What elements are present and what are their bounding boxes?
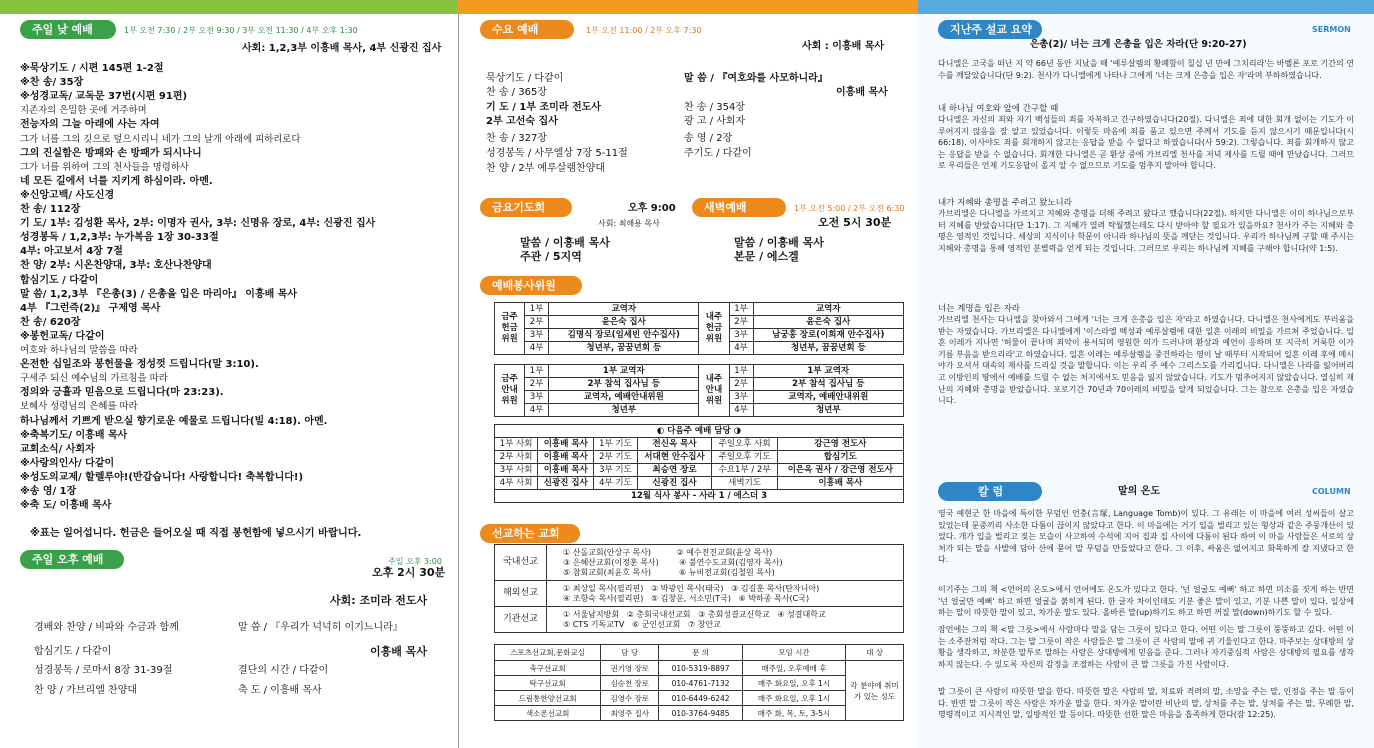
next-week-cell: 신광진 집사 xyxy=(538,477,594,490)
partner-cell: 010-5319-8897 xyxy=(659,661,743,676)
column-paragraph: 잠언에는 그의 책 <말 그릇>에서 사람마다 말을 담는 그릇이 있다고 한다. 어떤 이는 말 그릇이 뚱뚱하고 깊다. 어떤 이는 소주잔처럼 작다. 그는 말 그릇이 작은 사람들은 말 그릇이 큰 사람의 말에 귀 기울인다고 한다. 마주보는 상대방의 상황을 생각하고, 차분한 말투로 말하는 사람은 상대방에게 믿음을 준다. 그러나 자기중심적 사람은 상대방의 필요를 생각하지 않는다. 수 있도록 자신의 감정을 조절하는 사람이 큰 말 그릇을 가진 사람이다. xyxy=(938,625,1354,669)
friday-prayer-title: 금요기도회 xyxy=(480,198,572,217)
sermon-section-heading: 내가 지혜와 총명을 주려고 왔노니라 xyxy=(938,198,1072,208)
committee-label: 내주 헌금 위원 xyxy=(699,303,729,355)
afternoon-right: 이흥배 목사 xyxy=(370,645,427,658)
committee-cell: 2부 xyxy=(729,378,753,391)
committee-cell: 청년부 xyxy=(549,404,699,417)
mission-group-lines: ① 서울남지방회 ② 총회국내선교회 ③ 총회성결교신학교 ④ 성결대학교 ⑤ CTS 기독교TV ⑥ 군인선교회 ⑦ 창안교 xyxy=(547,607,904,633)
partner-cell: 010-6449-6242 xyxy=(659,691,743,706)
committee-cell: 청년부, 꿈꿈년회 등 xyxy=(549,342,699,355)
wed-left-line: 찬 양 / 2부 예루살렘찬양대 xyxy=(486,163,606,174)
committee-cell: 2부 참석 집사님 등 xyxy=(753,378,903,391)
morning-worship-title: 주일 낮 예배 xyxy=(20,20,116,39)
mission-group-label: 해외선교 xyxy=(495,581,547,607)
next-week-cell: 신광진 집사 xyxy=(637,477,712,490)
wednesday-presider: 사회 : 이흥배 목사 xyxy=(802,41,885,52)
friday-presider: 사회: 최해용 목사 xyxy=(598,219,660,228)
column-title: 칼 럼 xyxy=(938,482,1042,501)
next-week-cell: 1부 기도 xyxy=(594,438,637,451)
afternoon-right: 결단의 시간 / 다같이 xyxy=(238,665,329,676)
order-line: 하나님께서 기쁘게 받으실 향기로운 예물로 드립니다(빌 4:18). 아멘. xyxy=(20,415,328,427)
wed-right-line: 주기도 / 다같이 xyxy=(684,148,752,159)
committee-cell: 교역자 xyxy=(753,303,903,316)
order-line: ※축복기도/ 이흥배 목사 xyxy=(20,429,128,441)
partner-header-cell: 대 상 xyxy=(846,645,904,661)
next-week-cell: 합심기도 xyxy=(777,451,903,464)
order-line: 보혜사 성령님의 은혜를 따라 xyxy=(20,401,138,413)
order-line: 합심기도 / 다같이 xyxy=(20,274,99,286)
committee-cell: 청년부 xyxy=(753,404,903,417)
committee-cell: 3부 xyxy=(525,391,549,404)
wed-right-line: 찬 송 / 354장 xyxy=(684,102,745,113)
order-line: 교회소식/ 사회자 xyxy=(20,443,95,455)
order-line: 정의와 긍휼과 믿음으로 드립니다(마 23:23). xyxy=(20,387,224,399)
afternoon-right: 말 씀 / 『우리가 넉넉히 이기느니라』 xyxy=(238,622,403,633)
afternoon-time: 오후 2시 30분 xyxy=(372,566,446,579)
partner-cell: 매주일, 오후예배 후 xyxy=(742,661,845,676)
next-week-cell: 1부 사회 xyxy=(495,438,538,451)
afternoon-presider: 사회: 조미라 전도사 xyxy=(330,594,428,607)
next-week-cell: 주일오후 기도 xyxy=(712,451,777,464)
committee-cell: 4부 xyxy=(525,404,549,417)
partner-groups xyxy=(494,644,904,721)
order-line: 찬 송/ 620장 xyxy=(20,316,81,328)
partner-cell: 심승천 장로 xyxy=(601,676,659,691)
order-line: 그가 너를 위하여 그의 천사들을 명령하사 xyxy=(20,161,189,173)
partner-cell: 탁구선교회 xyxy=(495,676,601,691)
next-week-cell: 전신옥 목사 xyxy=(637,438,712,451)
order-line: 성경봉독 / 1,2,3부: 누가복음 1장 30-33절 xyxy=(20,232,219,244)
next-week-table xyxy=(494,424,904,503)
column-paragraph: 영국 예현군 한 마을에 특이한 무덤인 언충(言塚, Language Tomb)이 있다. 그 유래는 이 마을에 여러 성씨들이 살고 있었는데 문중끼리 사소한 다툼이 끊이지 않았다고 한다. 이 마을에는 거기 입을 벌리고 있는 형상과 같은 주둥개산이 있었다. 개가 입을 벌리고 짖는 모습이 사고하여 수석에 지어 집과 집 사이에 다툼이 된다 하여 이 마을 사람들은 서로의 상처가 되는 말을 사발에 담아 산에 묻어 말 무덤을 만들었다고 한다. 그 이후, 싸움은 없어지고 화목하게 잘 지냈다고 한다. xyxy=(938,509,1354,565)
order-line: 네 모든 길에서 너를 지키게 하심이라. 아멘. xyxy=(20,175,213,187)
partner-cell: 권기영 장로 xyxy=(601,661,659,676)
next-week-cell: 3부 사회 xyxy=(495,464,538,477)
wed-left-line: 찬 송 / 365장 xyxy=(486,87,547,98)
committee-label: 내주 안내 위원 xyxy=(699,365,729,417)
committee-cell: 2부 xyxy=(525,316,549,329)
next-week-cell: 이흥배 목사 xyxy=(538,451,594,464)
order-line: 말 씀/ 1,2,3부 『은총(3) / 은총을 입은 마리아』 이흥배 목사 xyxy=(20,288,298,300)
committee-cell: 교역자 xyxy=(549,303,699,316)
mission-group-lines: ① 산돌교회(안상구 목사) ② 예수전진교회(윤상 목사) ③ 은혜산교회(이정훈 목사) ④ 불연수도교회(김영자 목사) ⑤ 참회교회(최윤호 목사) ⑥ 뉴비전교회(김철원 목사) xyxy=(547,545,904,581)
partner-cell: 010-4761-7132 xyxy=(659,676,743,691)
dawn-line-2: 본문 / 에스겔 xyxy=(734,250,799,263)
order-line: 지존자의 은밀한 곳에 거주하며 xyxy=(20,105,147,117)
partner-target: 각 분야에 취미가 있는 성도 xyxy=(846,661,904,721)
friday-time: 오후 9:00 xyxy=(628,203,676,214)
order-line: ※묵상기도 / 시편 145편 1-2절 xyxy=(20,63,164,74)
afternoon-left: 합심기도 / 다같이 xyxy=(34,646,112,657)
committee-table xyxy=(494,302,904,355)
next-week-cell: 이흥배 목사 xyxy=(538,438,594,451)
afternoon-worship-title: 주일 오후 예배 xyxy=(20,550,124,569)
partner-cell: 드림통한양선교회 xyxy=(495,691,601,706)
order-line: 4부: 아고보서 4장 7절 xyxy=(20,246,123,258)
mission-group-label: 기관선교 xyxy=(495,607,547,633)
sermon-section-body: 다니엘은 자신의 죄와 자기 백성들의 죄를 자복하고 간구하였습니다(20절). 다니엘은 죄에 대한 회개 없이는 기도가 이루어지지 않음을 잘 알고 있었습니다. 이렇듯 마음에 죄를 품고 있으면 주께서 기도를 듣지 않으시기 때문입니다(시 66:18). 이사야도 죄를 회개하지 않고는 응답을 받을 수 없다고 하였습니다(사 59:2). 그렇습니다. 죄를 회개하지 않고는 응답을 받을 수 없습니다. 회개한 다니엘은 곧 환상 중에 가브리엘 천사를 저녁 제사를 드릴 때에 만났습니다. 그러므로 우리들은 언제 기도응답이 올지 알 수 없으므로 기도를 멈추지 말아야 합니다. xyxy=(938,115,1354,171)
order-line: ※봉헌교독/ 다같이 xyxy=(20,330,105,342)
committee-cell: 3부 xyxy=(729,329,753,342)
wed-left-line: 묵상기도 / 다같이 xyxy=(486,73,564,84)
partner-header-cell: 모임 시간 xyxy=(742,645,845,661)
wednesday-worship-title: 수요 예배 xyxy=(480,20,574,39)
wed-right-line: 송 영 / 2장 xyxy=(684,133,733,144)
column-weekday-worship xyxy=(458,0,918,748)
wed-right-line: 이흥배 목사 xyxy=(836,87,888,98)
wed-right-line: 말 씀 / 『여호와를 사모하니라』 xyxy=(684,73,828,84)
order-line: ※송 영/ 1장 xyxy=(20,486,77,497)
mission-groups xyxy=(494,544,904,633)
column-subtitle: 말의 온도 xyxy=(1118,486,1161,497)
afternoon-left: 성경봉독 / 로마서 8장 31-39절 xyxy=(34,665,173,676)
partner-header-cell: 담 당 xyxy=(601,645,659,661)
friday-line-2: 주관 / 5지역 xyxy=(520,250,582,263)
partner-header-cell: 문 의 xyxy=(659,645,743,661)
order-line: 온전한 십일조와 봉헌물을 정성껏 드립니다(말 3:10). xyxy=(20,359,259,371)
committee-cell: 남궁홍 장로(이희재 안수집사) xyxy=(753,329,903,342)
partner-cell: 김영수 장로 xyxy=(601,691,659,706)
committee-cell: 4부 xyxy=(525,342,549,355)
offering-note: ※표는 일어섭니다. 헌금은 들어오실 때 직접 봉헌함에 넣으시기 바랍니다. xyxy=(30,528,362,539)
mission-group-lines: ① 최상일 목사(필리핀) ② 박광인 목사(태국) ③ 김길훈 목사(탄자니아) ④ 조항숙 목사(필리핀) ⑤ 김창운, 서소민(T국) ⑥ 박하종 목사(C국) xyxy=(547,581,904,607)
meal-service-footer: 12월 식사 봉사 - 사라 1 / 에스더 3 xyxy=(495,490,904,503)
next-week-cell: 강근영 전도사 xyxy=(777,438,903,451)
next-week-cell: 2부 사회 xyxy=(495,451,538,464)
committee-cell: 윤은숙 집사 xyxy=(753,316,903,329)
friday-line-1: 말씀 / 이흥배 목사 xyxy=(520,236,610,249)
next-week-cell: 4부 기도 xyxy=(594,477,637,490)
committee-cell: 3부 xyxy=(525,329,549,342)
morning-worship-times: 1부 오전 7:30 / 2부 오전 9:30 / 3부 오전 11:30 / 4부 오후 1:30 xyxy=(124,26,358,35)
committee-cell: 청년부, 꿈꿈년회 등 xyxy=(753,342,903,355)
column-paragraph: 이기주는 그의 책 <언어의 온도>에서 언어에도 온도가 있다고 한다. '넌 얼굴도 예뻐' 하고 하면 미소를 짓게 하는 반면 '넌 얼굴만 예뻐' 하고 하면 얼굴을 붉히게 된다. 한 글자 차이인데도 기분 좋은 말이 있고, 기분 나쁜 말이 있다. 일상에 하는 말이 따뜻한 말이 있고, 차가운 말도 있다. 올바른 말(up)하기도 하고 하면 꺼질 말(down)하기도 할 수 있다. xyxy=(938,585,1354,618)
mission-title: 선교하는 교회 xyxy=(480,524,580,543)
committee-cell: 2부 참석 집사님 등 xyxy=(549,378,699,391)
next-week-cell: 최승연 장로 xyxy=(637,464,712,477)
sermon-intro: 다니엘은 고국을 떠난 지 약 66년 동안 지났을 때 '예루살렘의 황폐함이 칠십 년 만에 그치리라'는 바벨론 포로 기간의 연수를 깨달았습니다(단 9:2). 천사가 다니엘에게 나타나 그에게 '너는 크게 은총을 입은 자'라며 부하하였습니다. xyxy=(938,59,1354,80)
committee-cell: 김명식 장로(임세빈 안수집사) xyxy=(549,329,699,342)
order-line: 여호와 하나님의 말씀을 따라 xyxy=(20,345,138,356)
committee-cell: 윤은숙 집사 xyxy=(549,316,699,329)
afternoon-right: 축 도 / 이흥배 목사 xyxy=(238,685,322,696)
dawn-times: 1부 오전 5:00 / 2부 오전 6:30 xyxy=(794,204,905,213)
order-line: 찬 송/ 112장 xyxy=(20,204,81,215)
sermon-title: 지난주 설교 요약 xyxy=(938,20,1042,39)
order-line: 그가 너를 그의 깃으로 덮으시리니 네가 그의 날개 아래에 피하리로다 xyxy=(20,133,301,145)
dawn-worship-title: 새벽예배 xyxy=(692,198,786,217)
committee-cell: 1부 xyxy=(729,365,753,378)
sermon-section-body: 가브리엘 천사는 다니엘을 찾아와서 그에게 '너는 크게 은총을 입은 자'라고 하였습니다. 다니엘은 천사에게도 부러움을 받는 자였습니다. 가브리엘은 다니엘에게 '이스라엘 백성과 예루살렘에 대한 일흔 이레의 비밀을 가르쳐 주었습니다. 일흔 이레가 지나면 '허물이 끝나며 죄악이 용서되며 영원한 의가 드러나며 환상과 예언이 응하며 또 지극히 거룩한 이가 기름 부음을 받으리라'고 하였습니다. 일흔 이레는 예루살렘을 중건하라는 영이 날 때부터 시작되어 일흔 이레 후에 메시야가 오셔서 대속의 제사를 드리실 것을 말합니다. 이는 우리 주 예수 그리스도를 가리킵니다. 다니엘은 나라를 잃어버리고 이방인의 땅에서 예배를 드릴 수 없는 처지에서도 믿음을 잃지 않았습니다. 기도가 멈추어지지 않았습니다. 열심히 재난의 지혜와 총명을 받았습니다. 포로기간 70년과 70이레의 비밀을 알게 되었습니다. 그는 참으로 은총을 입은 자였습니다. xyxy=(938,315,1354,406)
dawn-line-1: 말씀 / 이흥배 목사 xyxy=(734,236,824,249)
next-week-cell: 이흥배 목사 xyxy=(538,464,594,477)
next-week-cell: 수요1부 / 2부 xyxy=(712,464,777,477)
mission-group-label: 국내선교 xyxy=(495,545,547,581)
column-tag: COLUMN xyxy=(1312,487,1351,496)
committee-cell: 1부 xyxy=(525,365,549,378)
committee-cell: 교역자, 예배안내위원 xyxy=(753,391,903,404)
next-week-cell: 이은옥 권사 / 강근영 전도사 xyxy=(777,464,903,477)
committee-cell: 교역자, 예배안내위원 xyxy=(549,391,699,404)
committee-cell: 3부 xyxy=(729,391,753,404)
order-line: 전능자의 그늘 아래에 사는 자여 xyxy=(20,119,160,131)
wed-left-line: 성경봉독 / 사무엘상 7장 5-11절 xyxy=(486,148,628,159)
afternoon-left: 찬 양 / 가브리엘 찬양대 xyxy=(34,685,138,696)
sermon-section-heading: 너는 계명을 입은 자라 xyxy=(938,304,1021,314)
next-week-cell: 3부 기도 xyxy=(594,464,637,477)
order-line: ※축 도/ 이흥배 목사 xyxy=(20,500,112,512)
committee-cell: 2부 xyxy=(729,316,753,329)
order-line: 구세주 되신 예수님의 가르침을 따라 xyxy=(20,373,168,385)
wed-left-line: 2부 고선숙 집사 xyxy=(486,116,558,127)
next-week-cell: 주일오후 사회 xyxy=(712,438,777,451)
committee-label: 금주 안내 위원 xyxy=(495,365,525,417)
sermon-heading: 은총(2)/ 너는 크게 은총을 입은 자라(단 9:20-27) xyxy=(1030,39,1247,50)
order-line: 그의 진실함은 방패와 손 방패가 되시나니 xyxy=(20,147,202,159)
wed-right-line: 광 고 / 사회자 xyxy=(684,116,746,127)
committee-cell: 1부 교역자 xyxy=(549,365,699,378)
order-line: ※성경교독/ 교독문 37번(시편 91편) xyxy=(20,91,188,103)
committee-cell: 1부 xyxy=(525,303,549,316)
order-line: ※찬 송/ 35장 xyxy=(20,77,84,89)
wednesday-times: 1부 오전 11:00 / 2부 오후 7:30 xyxy=(586,26,702,35)
committee-label: 금주 헌금 위원 xyxy=(495,303,525,355)
order-line: ※신앙고백/ 사도신경 xyxy=(20,189,115,201)
top-color-bar xyxy=(918,0,1374,14)
column-sermon-column xyxy=(918,0,1374,748)
afternoon-left: 경배와 찬양 / 비파와 수금과 함께 xyxy=(34,622,179,633)
sermon-tag: SERMON xyxy=(1312,25,1351,34)
next-week-cell: 새벽기도 xyxy=(712,477,777,490)
order-line: 기 도/ 1부: 김성환 목사, 2부: 이명자 권사, 3부: 신명유 장로, 4부: 신광진 집사 xyxy=(20,218,376,230)
column-paragraph: 말 그릇이 큰 사람이 따뜻한 말을 한다. 따뜻한 말은 사람의 말, 치료와 격려의 말, 소망을 주는 말, 인정을 주는 말 등이다. 반면 말 그릇이 작은 사람은 차가운 말을 한다. 차가운 말이란 비난의 말, 상처를 주는 말, 상처를 주는 말, 무례한 말, 명령적이고 지시적인 말, 일방적인 말 등이다. 따뜻한 선한 말은 마음을 흡족하게 한다(잠 12:25). xyxy=(938,687,1354,720)
partner-cell: 색소폰선교회 xyxy=(495,706,601,721)
next-week-cell: 4부 사회 xyxy=(495,477,538,490)
order-line: 4부 『그런즉(2)』 구제영 목사 xyxy=(20,302,161,314)
morning-presider: 사회: 1,2,3부 이흥배 목사, 4부 신광진 집사 xyxy=(242,43,442,54)
column-sunday-worship xyxy=(0,0,458,748)
partner-cell: 매주 화요일, 오후 1시 xyxy=(742,691,845,706)
order-line: ※사랑의인사/ 다같이 xyxy=(20,457,115,469)
top-color-bar xyxy=(0,0,458,14)
partner-cell: 최영주 집사 xyxy=(601,706,659,721)
next-week-cell: 2부 기도 xyxy=(594,451,637,464)
partner-cell: 매주 화요일, 오후 1시 xyxy=(742,676,845,691)
committee-cell: 1부 xyxy=(729,303,753,316)
next-week-cell: 서대현 안수집사 xyxy=(637,451,712,464)
partner-header-cell: 스포츠선교회,문화교실 xyxy=(495,645,601,661)
service-committee-title: 예배봉사위원 xyxy=(480,276,582,295)
partner-cell: 축구선교회 xyxy=(495,661,601,676)
committee-cell: 2부 xyxy=(525,378,549,391)
dawn-time: 오전 5시 30분 xyxy=(818,216,892,229)
next-week-title: ◐ 다음주 예배 담당 ◑ xyxy=(495,425,904,438)
committee-table xyxy=(494,364,904,417)
top-color-bar xyxy=(458,0,918,14)
partner-cell: 010-3764-9485 xyxy=(659,706,743,721)
sermon-section-body: 가브리엘은 다니엘을 가르치고 지혜와 총명을 더해 주려고 왔다고 했습니다(22절). 하지만 다니엘은 이미 하나님으로부터 지혜를 받았습니다(단 1:17). 그 지혜가 열려 탁월했는데도 다시 받아야 할 필요가 있을까요? 천사가 주는 지혜와 총명은 영적인 것입니다. 세상의 지식이나 학문이 아니라 하나님의 뜻을 깨닫는 것입니다. 우리가 하나님께 구할 때 주시는 지혜와 총명을 통해 영적인 분별력을 얻게 되는 것입니다. 그러므로 우리는 하나님께 지혜를 구해야 합니다(약 1:5). xyxy=(938,209,1354,253)
order-line: 찬 양/ 2부: 시온찬양대, 3부: 호산나찬양대 xyxy=(20,260,212,272)
next-week-cell: 이흥배 목사 xyxy=(777,477,903,490)
wed-left-line: 기 도 / 1부 조미라 전도사 xyxy=(486,102,601,113)
sermon-section-heading: 내 하나님 여호와 앞에 간구할 때 xyxy=(938,104,1059,114)
committee-cell: 4부 xyxy=(729,404,753,417)
committee-cell: 1부 교역자 xyxy=(753,365,903,378)
partner-cell: 매주 화, 목, 토, 3-5시 xyxy=(742,706,845,721)
order-line: ※성도의교제/ 할렐루야!(반갑습니다! 사랑합니다! 축복합니다!) xyxy=(20,471,304,483)
afternoon-time-label: 주일 오후 3:00 xyxy=(388,557,442,566)
committee-cell: 4부 xyxy=(729,342,753,355)
wed-left-line: 찬 송 / 327장 xyxy=(486,133,547,144)
